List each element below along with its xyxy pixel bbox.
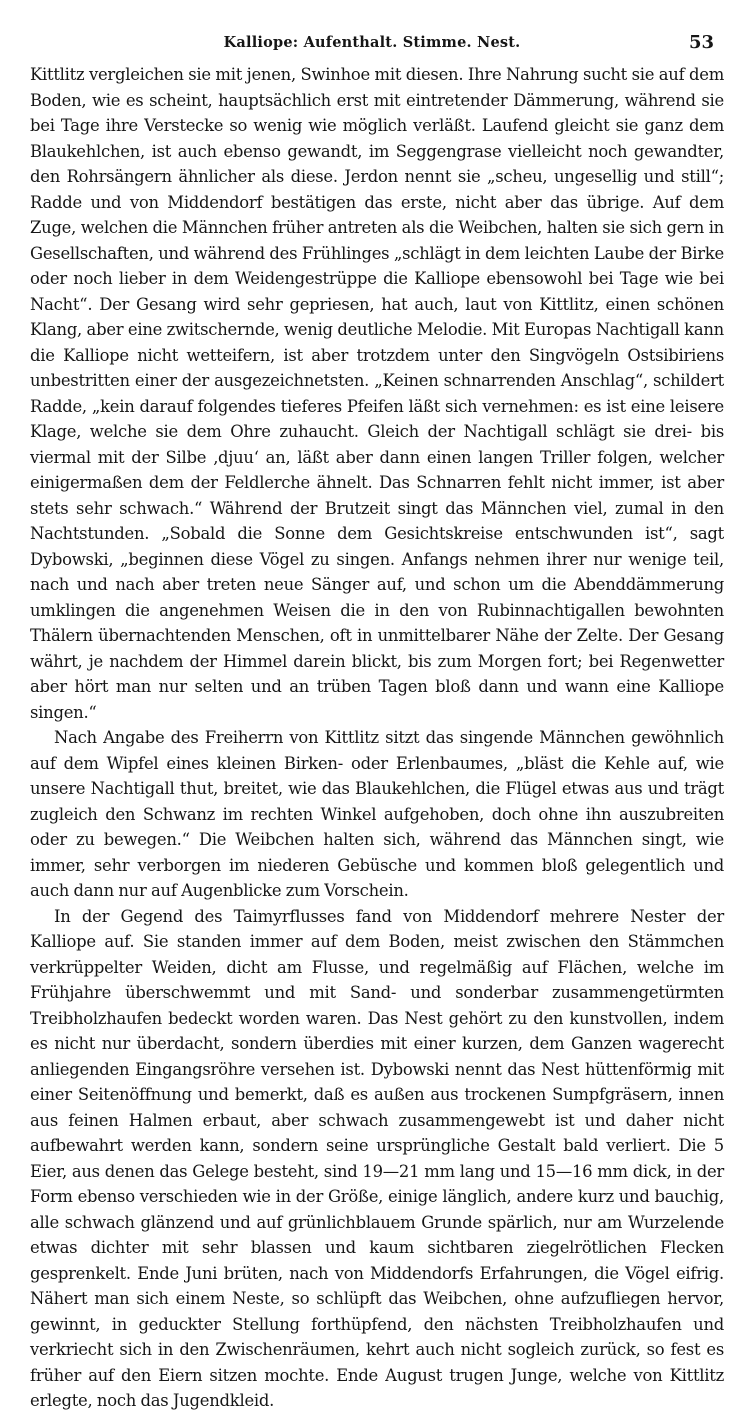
page-number: 53	[688, 32, 714, 53]
paragraph-nest-and-eggs: In der Gegend des Taimyrflusses fand von Middendorf mehrere Nester der Kalliope auf. Sie standen immer auf dem Boden, meist zwischen den Stämmchen verkrüppelter Weiden, dicht am Flusse, und regelmäßig auf Flächen, welche im Frühjahre überschwemmt und mit Sand- und sonderbar zusammengetürmten Treibholzhaufen bedeckt worden waren. Das Nest gehört zu den kunstvollen, indem es nicht nur überdacht, sondern überdies mit einer kurzen, dem Ganzen wagerecht anliegenden Eingangsröhre versehen ist. Dybowski nennt das Nest hüttenförmig mit einer Seitenöffnung und bemerkt, daß es außen aus trockenen Sumpfgräsern, innen aus feinen Halmen erbaut, aber schwach zusammengewebt ist und daher nicht aufbewahrt werden kann, sondern seine ursprüngliche Gestalt bald verliert. Die 5 Eier, aus denen das Gelege besteht, sind 19—21 mm lang und 15—16 mm dick, in der Form ebenso verschieden wie in der Größe, einige länglich, andere kurz und bauchig, alle schwach glänzend und auf grünlichblauem Grunde spärlich, nur am Wurzelende etwas dichter mit sehr blassen und kaum sichtbaren ziegelrötlichen Flecken gesprenkelt. Ende Juni brüten, nach von Middendorfs Erfahrungen, die Vögel eifrig. Nähert man sich einem Neste, so schlüpft das Weibchen, ohne aufzufliegen hervor, gewinnt, in geduckter Stellung forthüpfend, den nächsten Treibholzhaufen und verkriecht sich in den Zwischenräumen, kehrt auch nicht sogleich zurück, so fest es früher auf den Eiern sitzen mochte. Ende August trugen Junge, welche von Kittlitz erlegte, noch das Jugendkleid.	[30, 906, 724, 1410]
body-text	[30, 62, 724, 1414]
paragraph-singing-posture: Nach Angabe des Freiherrn von Kittlitz sitzt das singende Männchen gewöhnlich auf dem Wipfel eines kleinen Birken- oder Erlenbaumes, „bläst die Kehle auf, wie unsere Nachtigall thut, breitet, wie das Blaukehlchen, die Flügel etwas aus und trägt zugleich den Schwanz im rechten Winkel aufgehoben, doch ohne ihn auszubreiten oder zu bewegen.“ Die Weibchen halten sich, während das Männchen singt, wie immer, sehr verborgen im niederen Gebüsche und kommen bloß gelegentlich und auch dann nur auf Augenblicke zum Vorschein.	[30, 728, 724, 900]
paragraph-song: Kittlitz vergleichen sie mit jenen, Swinhoe mit diesen. Ihre Nahrung sucht sie auf dem Boden, wie es scheint, hauptsächlich erst mit eintretender Dämmerung, während sie bei Tage ihre Verstecke so wenig wie möglich verläßt. Laufend gleicht sie ganz dem Blaukehlchen, ist auch ebenso gewandt, im Seggengrase vielleicht noch gewandter, den Rohrsängern ähnlicher als diese. Jerdon nennt sie „scheu, ungesellig und still“; Radde und von Middendorf bestätigen das erste, nicht aber das übrige. Auf dem Zuge, welchen die Männchen früher antreten als die Weibchen, halten sie sich gern in Gesellschaften, und während des Frühlinges „schlägt in dem leichten Laube der Birke oder noch lieber in dem Weidengestrüppe die Kalliope ebensowohl bei Tage wie bei Nacht“. Der Gesang wird sehr gepriesen, hat auch, laut von Kittlitz, einen schönen Klang, aber eine zwitschernde, wenig deutliche Melodie. Mit Europas Nachtigall kann die Kalliope nicht wetteifern, ist aber trotzdem unter den Singvögeln Ostsibiriens unbestritten einer der ausgezeichnetsten. „Keinen schnarrenden Anschlag“, schildert Radde, „kein darauf folgendes tieferes Pfeifen läßt sich vernehmen: es ist eine leisere Klage, welche sie dem Ohre zuhaucht. Gleich der Nachtigall schlägt sie drei- bis viermal mit der Silbe ‚djuu‘ an, läßt aber dann einen langen Triller folgen, welcher einigermaßen dem der Feldlerche ähnelt. Das Schnarren fehlt nicht immer, ist aber stets sehr schwach.“ Während der Brutzeit singt das Männchen viel, zumal in den Nachtstunden. „Sobald die Sonne dem Gesichtskreise entschwunden ist“, sagt Dybowski, „beginnen diese Vögel zu singen. Anfangs nehmen ihrer nur wenige teil, nach und nach aber treten neue Sänger auf, und schon um die Abenddämmerung umklingen die angenehmen Weisen die in den von Rubinnachtigallen bewohnten Thälern übernachtenden Menschen, oft in unmittelbarer Nähe der Zelte. Der Gesang währt, je nachdem der Himmel darein blickt, bis zum Morgen fort; bei Regenwetter aber hört man nur selten und an trüben Tagen bloß dann und wann eine Kalliope singen.“	[30, 65, 724, 722]
page-header	[30, 34, 714, 62]
running-head: Kalliope: Aufenthalt. Stimme. Nest.	[223, 34, 521, 51]
